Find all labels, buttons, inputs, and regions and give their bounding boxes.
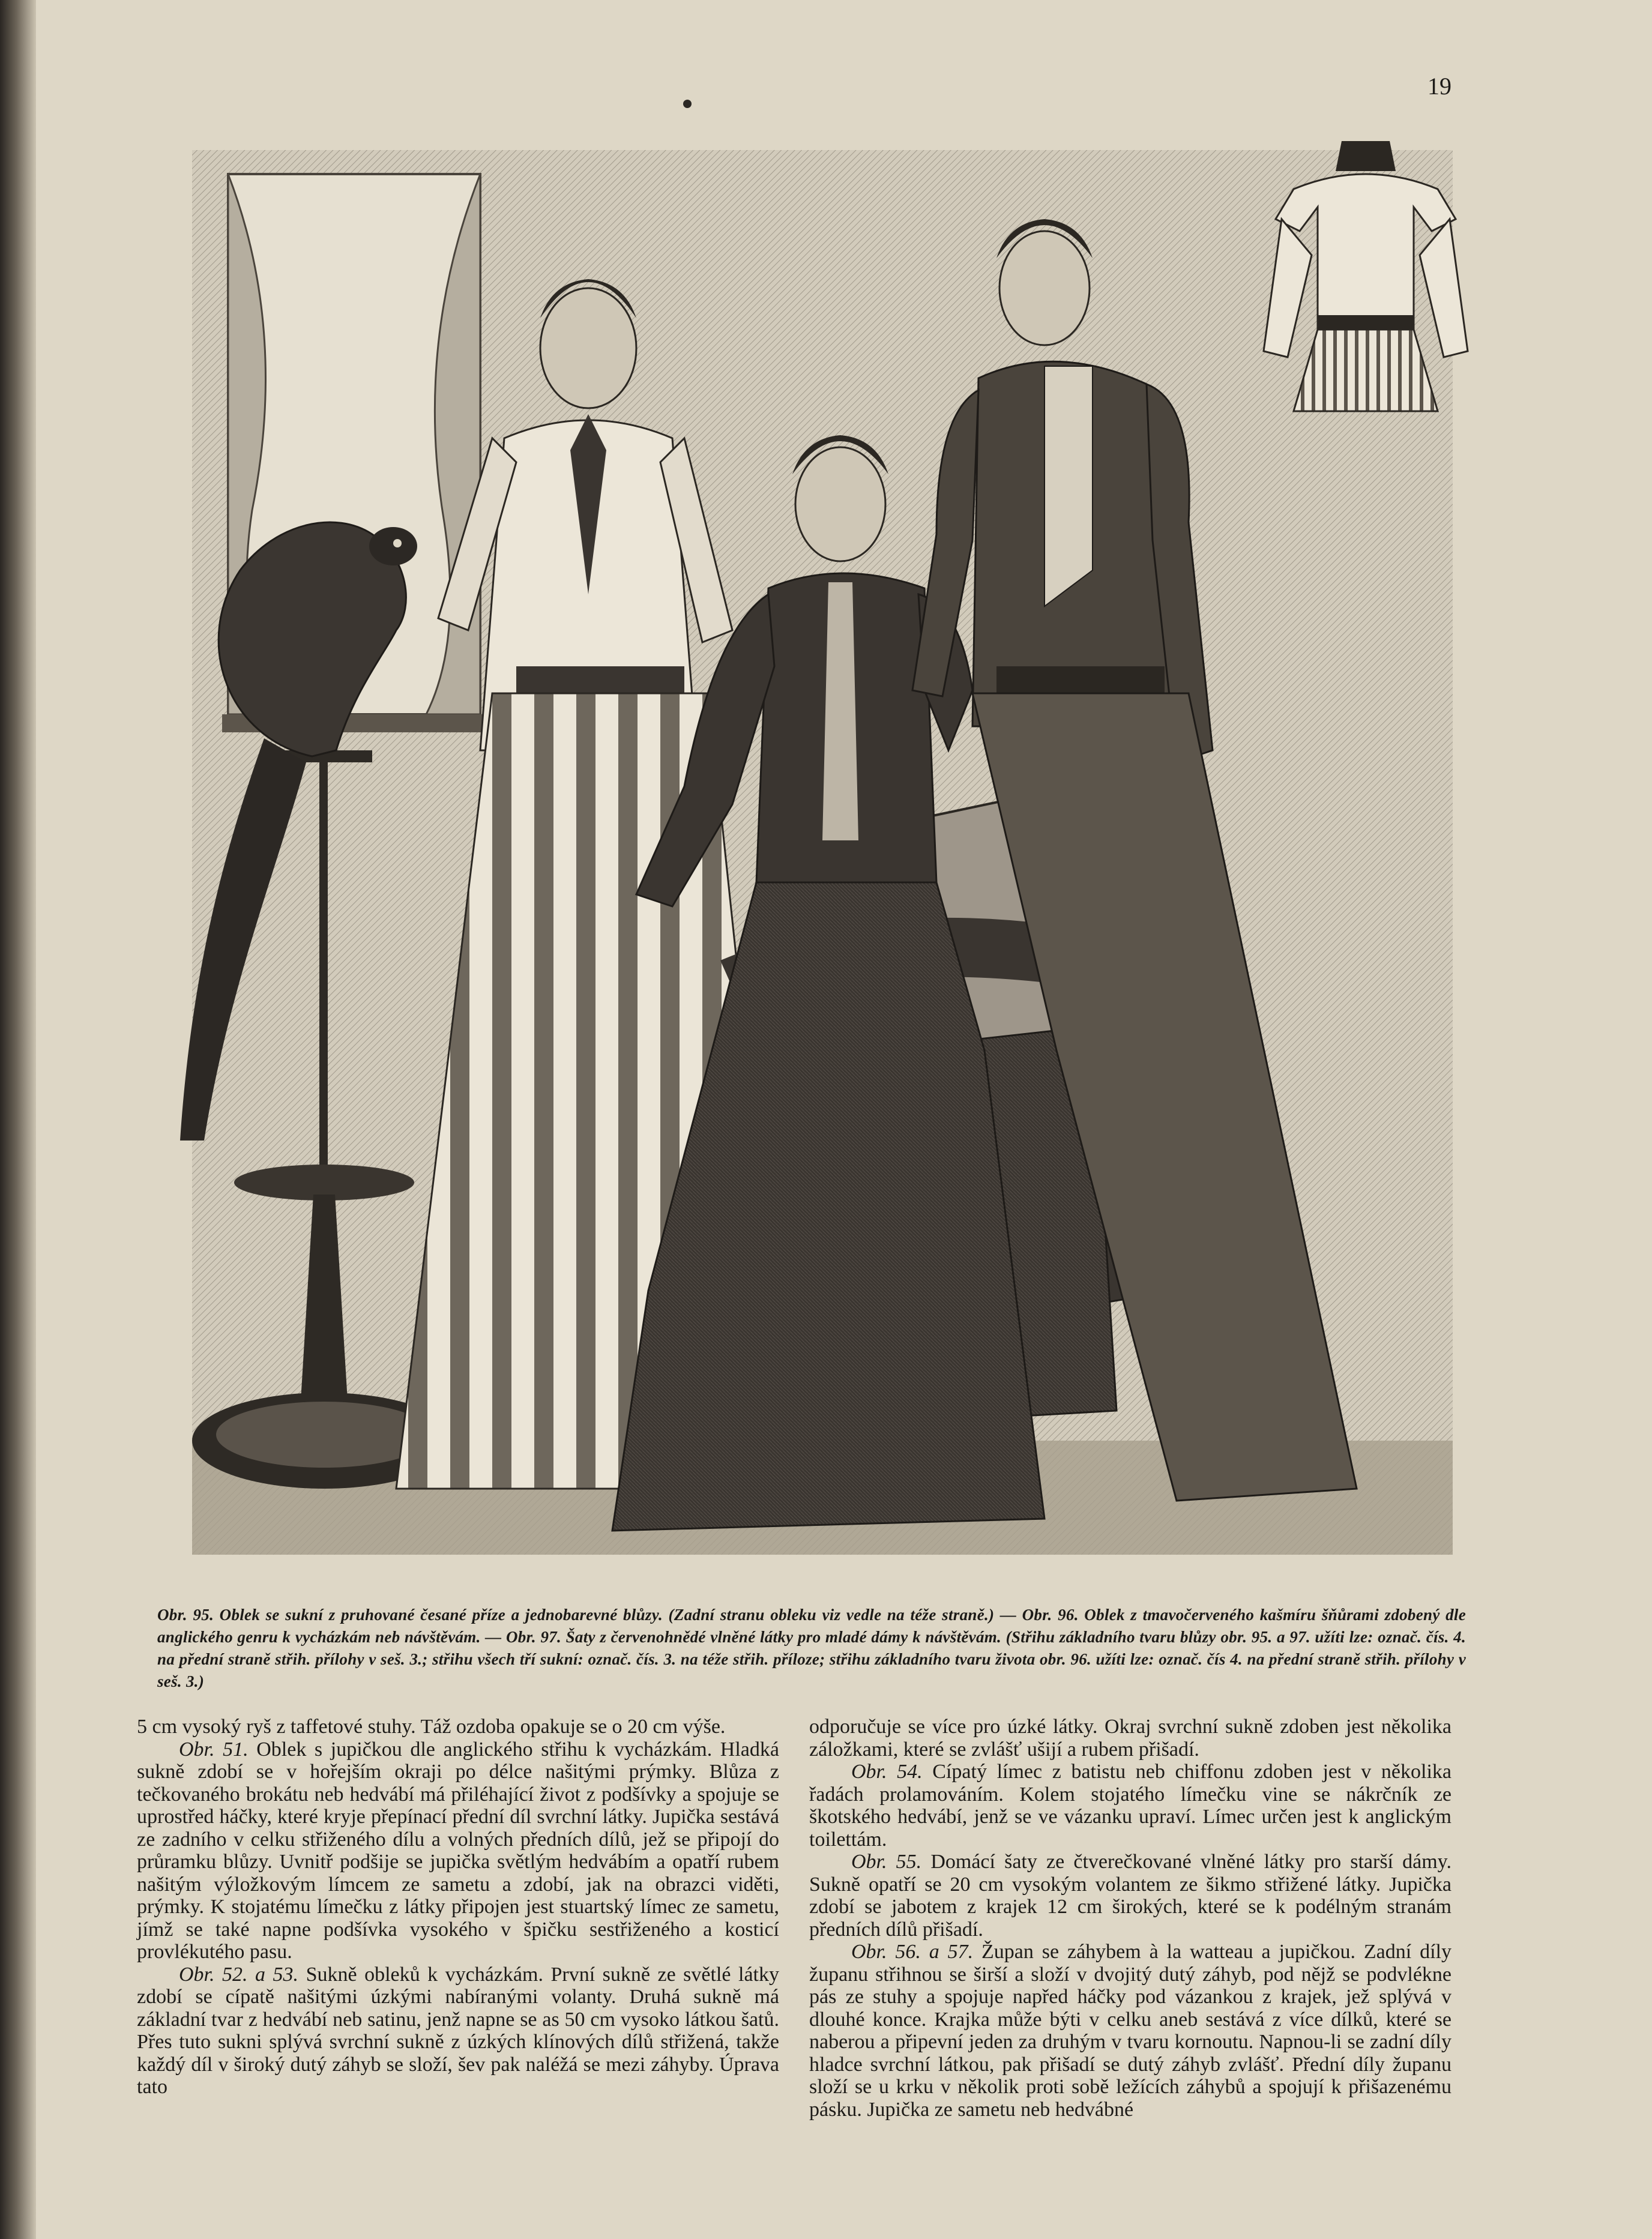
paragraph-text: 5 cm vysoký ryš z taffetové stuhy. Táž ozdoba opakuje se o 20 cm výše.	[137, 1716, 726, 1738]
figure-ref: Obr. 56. a 57.	[851, 1941, 974, 1963]
book-spine-shadow	[0, 0, 36, 2239]
paragraph-text: Oblek s jupičkou dle anglického střihu k vycházkám. Hladká sukně zdobí se v hořejším okraji po délce našitými prýmky. Blůza z tečkovaného brokátu neb hedvábí má přiléhající život z podšívky a spojuje se uprostřed háčky, které kryje přepínací přední díl svrchní látky. Jupička sestává ze zadního v celku střiženého dílu a volných předních dílů, jež se připojí do průramku blůzy. Uvnitř podšije se jupička světlým hedvábím a opatří rubem našitým výložkovým límcem ze sametu a zdobí, jak na obrazci viděti, prýmky. K stojatému límečku z látky připojen jest stuartský límec ze sametu, jímž se také napne podšívka vysokého v špičku sestřiženého a kosticí provlékutého pasu.	[137, 1738, 779, 1963]
caption-lead-96: Oblek	[1084, 1606, 1125, 1624]
caption-fig-95: Obr. 95.	[157, 1606, 214, 1624]
caption-lead-97: Šaty	[565, 1628, 595, 1646]
paragraph-text: Sukně obleků k vycházkám. První sukně ze světlé látky zdobí se cípatě našitými úzkými nabíranými volanty. Druhá sukně má základní tvar z hedvábí neb satinu, jenž napne se as 50 cm vysoko látkou šatů. Přes tuto sukni splývá svrchní sukně z úzkých klínových dílů střižená, takže každý díl v široký dutý záhyb se složí, šev pak naléžá se mezi záhyby. Úprava tato	[137, 1963, 779, 2098]
paragraph	[137, 1963, 779, 2099]
caption-text-95: se sukní z pruhované česané příze a jednobarevné blůzy. (Zadní stranu obleku viz vedle na téže straně.) —	[260, 1606, 1022, 1624]
caption-fig-96: Obr. 96.	[1022, 1606, 1079, 1624]
print-dot	[683, 100, 692, 108]
caption-text-96: z tmavočerveného kašmíru šňůrami zdobený dle anglického genru k vycházkám neb návštěvám. —	[157, 1606, 1466, 1646]
page-number: 19	[1427, 73, 1452, 100]
text-column-left	[137, 1716, 779, 2099]
figure-ref: Obr. 52. a 53.	[179, 1963, 299, 1986]
paragraph	[809, 1761, 1452, 1851]
text-column-right	[809, 1716, 1452, 2121]
paragraph	[809, 1851, 1452, 1941]
caption-lead-95: Oblek	[219, 1606, 261, 1624]
blouse-back-view-icon	[1258, 135, 1474, 417]
paragraph	[809, 1716, 1452, 1761]
paragraph	[137, 1716, 779, 1738]
paragraph-text: odporučuje se více pro úzké látky. Okraj svrchní sukně zdoben jest několika záložkami, které se zvlášť ušijí a rubem přišadí.	[809, 1716, 1452, 1761]
paragraph-text: Domácí šaty ze čtverečkované vlněné látky pro starší dámy. Sukně opatří se 20 cm vysokým volantem ze šikmo střižené látky. Jupička zdobí se jabotem z krajek 12 cm širokých, které se k podélným stranám předních dílů přišadí.	[809, 1851, 1452, 1941]
figure-ref: Obr. 54.	[851, 1761, 923, 1783]
paragraph-text: Cípatý límec z batistu neb chiffonu zdoben jest v několika řadách prolamováním. Kolem stojatého límečku vine se nákrčník ze škotského hedvábí, jenž se ve vázanku upraví. Límec určen jest k anglickým toilettám.	[809, 1761, 1452, 1851]
caption-fig-97: Obr. 97.	[505, 1628, 562, 1646]
paragraph	[137, 1738, 779, 1963]
caption-text-97: z červenohnědé vlněné látky pro mladé dámy k návštěvám. (Střihu základního tvaru blůzy obr. 95. a 97. užíti lze: označ. čís. 4. na přední straně střih. přílohy v seš. 3.; střihu všech tří sukní: označ. čís. 3. na téže střih. příloze; střihu základního tvaru života obr. 96. užíti lze: označ. čís 4. na přední straně střih. přílohy v seš. 3.)	[157, 1628, 1466, 1690]
figure-ref: Obr. 51.	[179, 1738, 249, 1761]
paragraph	[809, 1941, 1452, 2121]
paragraph-text: Župan se záhybem à la watteau a jupičkou. Zadní díly županu střihnou se širší a složí v dvojitý dutý záhyb, pod nějž se podvlékne pás ze stuhy a spojuje napřed háčky pod vázankou z krajek, jež splývá v dlouhé konce. Krajka může býti v celku aneb sestává z více dílků, které se naberou a připevní jeden za druhým v tvaru kornoutu. Napnou-li se zadní díly hladce svrchní látkou, pak přišadí se dutý záhyb zvlášť. Přední díly županu složí se u krku v několik proti sobě ležících záhybů a spojují k přišazenému pásku. Jupička ze sametu neb hedvábné	[809, 1941, 1452, 2121]
plate-caption	[157, 1604, 1466, 1693]
figure-ref: Obr. 55.	[851, 1851, 922, 1873]
